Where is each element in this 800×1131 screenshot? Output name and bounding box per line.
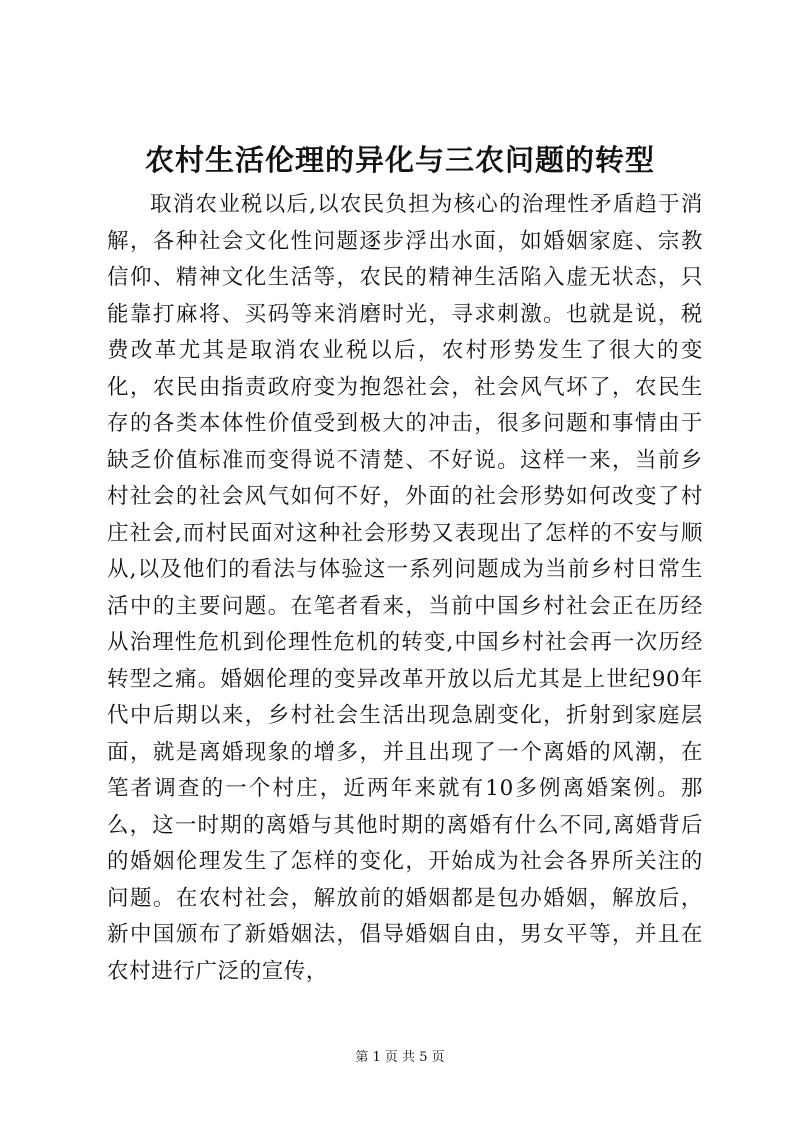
body-paragraph: 取消农业税以后,以农民负担为核心的治理性矛盾趋于消解，各种社会文化性问题逐步浮出水面，如婚姻家庭、宗教信仰、精神文化生活等，农民的精神生活陷入虚无状态，只能靠打麻将、买码等来消磨时光，寻求刺激。也就是说，税费改革尤其是取消农业税以后，农村形势发生了很大的变化，农民由指责政府变为抱怨社会，社会风气坏了，农民生存的各类本体性价值受到极大的冲击，很多问题和事情由于缺乏价值标准而变得说不清楚、不好说。这样一来，当前乡村社会的社会风气如何不好，外面的社会形势如何改变了村庄社会,而村民面对这种社会形势又表现出了怎样的不安与顺从,以及他们的看法与体验这一系列问题成为当前乡村日常生活中的主要问题。在笔者看来，当前中国乡村社会正在历经从治理性危机到伦理性危机的转变,中国乡村社会再一次历经转型之痛。婚姻伦理的变异改革开放以后尤其是上世纪90年代中后期以来，乡村社会生活出现急剧变化，折射到家庭层面，就是离婚现象的增多，并且出现了一个离婚的风潮，在笔者调查的一个村庄，近两年来就有10多例离婚案例。那么，这一时期的离婚与其他时期的离婚有什么不同,离婚背后的婚姻伦理发生了怎样的变化，开始成为社会各界所关注的问题。在农村社会，解放前的婚姻都是包办婚姻，解放后，新中国颁布了新婚姻法，倡导婚姻自由，男女平等，并且在农村进行广泛的宣传，: [107, 192, 703, 984]
page-footer: 第 1 页 共 5 页: [355, 1050, 445, 1065]
document-title: 农村生活伦理的异化与三农问题的转型: [144, 143, 655, 177]
